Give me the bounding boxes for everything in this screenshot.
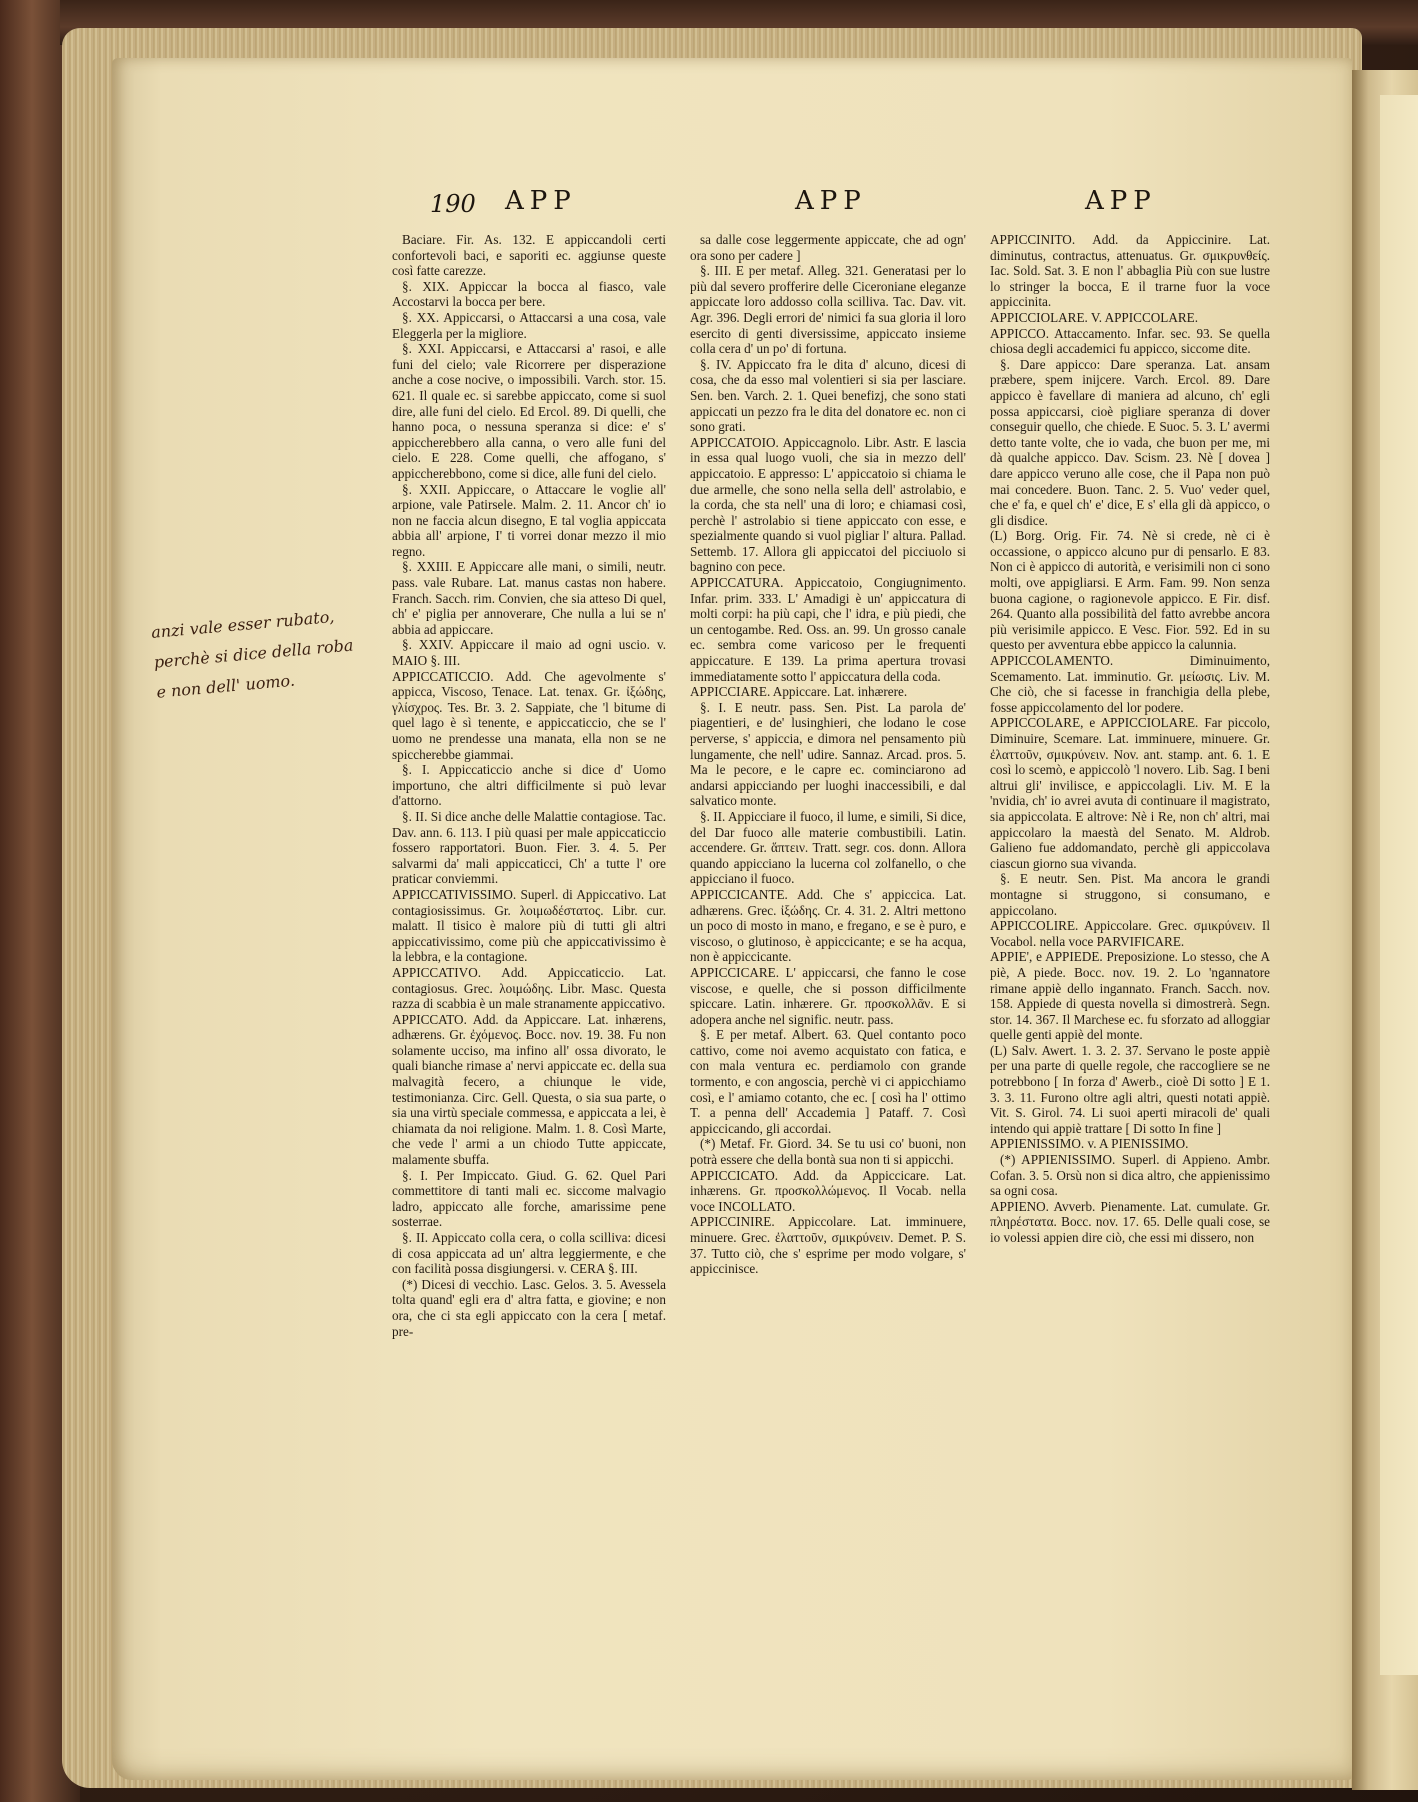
running-head-left: APP (505, 186, 577, 216)
dictionary-entry: (*) Dicesi di vecchio. Lasc. Gelos. 3. 5. Avessela tolta quand' egli era d' altra fatta, e giovine; e non ora, che ci sta egli appiccato con la cera [ metaf. pre- (392, 1276, 666, 1339)
dictionary-entry: §. E per metaf. Albert. 63. Quel contanto poco cattivo, come noi avemo acquistato con fatica, e con mala ventura ec. perdiamolo con grande tormento, e con angoscia, perchè vi ci appicchiamo così, e l' amiamo cotanto, che ec. [ così ha l' ottimo T. a penna dell' Accademia ] Pataff. 7. Così appiccicando, gli accordai. (690, 1027, 966, 1136)
dictionary-entry: APPICCINIRE. Appiccolare. Lat. imminuere, minuere. Grec. ἐλαττοῦν, σμικρύνειν. Demet. P. S. 37. Tutto ciò, che s' esprime per modo volgare, s' appiccinisce. (690, 1214, 966, 1277)
dictionary-entry: sa dalle cose leggermente appiccate, che ad ogn' ora sono per cadere ] (690, 232, 966, 263)
marginal-note-line: e non dell' uomo. (155, 670, 296, 702)
dictionary-entry: §. XX. Appiccarsi, o Attaccarsi a una cosa, vale Eleggerla per la migliore. (392, 309, 666, 341)
dictionary-entry: (L) Salv. Awert. 1. 3. 2. 37. Servano le poste appiè per una parte di quelle regole, che raccogliere se ne potrebbono [ In forza d' Awerb., cioè Di sotto ] E 1. 3. 3. 11. Furono oltre agli altri, questi notati appiè. Vit. S. Girol. 74. Li suoi aperti miracoli de' quali intendo qui appiè trattare [ Di sotto In fine ] (990, 1042, 1270, 1136)
dictionary-entry: APPIE', e APPIEDE. Preposizione. Lo stesso, che A piè, A piede. Bocc. nov. 19. 2. Lo 'ngannatore rimane appiè dello ingannato. Franch. Sacch. nov. 158. Appiede di questa novella si dimostrerà. Segn. stor. 14. 367. Il Marchese ec. fu sforzato ad alloggiar quelle genti appiè del monte. (990, 949, 1270, 1043)
dictionary-entry: APPICCO. Attaccamento. Infar. sec. 93. Se quella chiosa degli accademici fu appicco, siccome dite. (990, 325, 1270, 357)
text-column-2 (690, 232, 966, 1277)
dictionary-entry: §. XXII. Appiccare, o Attaccare le voglie all' arpione, vale Patirsele. Malm. 2. 11. Ancor ch' io non ne faccia alcun disegno, E tal voglia appiccata abbia all' arpione, I' ti vorrei donar mezzo il mio regno. (392, 481, 666, 559)
dictionary-entry: APPICCATURA. Appiccatoio, Congiugnimento. Infar. prim. 333. L' Amadigi è un' appiccatura di molti corpi: ha più capi, che l' idra, e più piedi, che un centogambe. Red. Oss. an. 99. Un grosso canale ec. sembra come varicoso per le frequenti appiccature. E 139. La prima apertura trovasi immediatamente sotto l' appiccatura della coda. (690, 575, 966, 684)
dictionary-entry: §. XIX. Appiccar la bocca al fiasco, vale Accostarvi la bocca per bere. (392, 278, 666, 310)
dictionary-entry: §. I. E neutr. pass. Sen. Pist. La parola de' piagentieri, e de' lusinghieri, che lodano le cose perverse, s' appiccia, e dimora nel pensamento più lungamente, che nell' udire. Sannaz. Arcad. pros. 5. Ma le pecore, e le capre ec. cominciarono ad andarsi appicciando per luoghi inaccessibili, e dal salvatico monte. (690, 699, 966, 809)
dictionary-entry: APPICCATIVO. Add. Appiccaticcio. Lat. contagiosus. Grec. λοιμώδης. Libr. Masc. Questa razza di scabbia è un male stranamente appiccativo. (392, 964, 666, 1012)
dictionary-entry: APPICCATICCIO. Add. Che agevolmente s' appicca, Viscoso, Tenace. Lat. tenax. Gr. ἰξώδης, γλίσχρος. Tes. Br. 3. 2. Sappiate, che 'l bitume di quel lago è sì tenente, e appiccaticcio, che se l' uomo ne prendesse una manata, ella non se ne spiccherebbe giammai. (392, 668, 666, 762)
dictionary-entry: §. II. Si dice anche delle Malattie contagiose. Tac. Dav. ann. 6. 113. I più quasi per male appiccaticcio fossero rapportatori. Buon. Fier. 3. 4. 5. Per salvarmi da' mali appiccaticci, Ch' a tutte l' ore praticar conviemmi. (392, 808, 666, 887)
running-head-right: APP (1085, 186, 1157, 216)
dictionary-entry: §. E neutr. Sen. Pist. Ma ancora le grandi montagne si struggono, si consumano, e appiccolano. (990, 871, 1270, 918)
dictionary-entry: §. Dare appicco: Dare speranza. Lat. ansam præbere, spem inijcere. Varch. Ercol. 89. Dare appicco è favellare di maniera ad alcuno, ch' egli possa appiccarsi, cioè pigliare speranza di dover conseguir quello, che chiede. E Suoc. 5. 3. L' avermi detto tante volte, che io vada, che buon per me, mi dà qualche appicco. Dav. Scism. 23. Nè [ dovea ] dare appicco veruno alle cose, che il Papa non può mai concedere. Buon. Tanc. 2. 5. Vuo' veder quel, che e' fa, e quel ch' e' dice, E s' ella gli dà appicco, o gli disdice. (990, 356, 1270, 528)
dictionary-entry: APPICCIOLARE. V. APPICCOLARE. (990, 309, 1198, 325)
text-column-3 (990, 232, 1270, 1246)
dictionary-entry: APPICCIARE. Appiccare. Lat. inhærere. (690, 684, 908, 700)
dictionary-entry: APPICCOLARE, e APPICCIOLARE. Far piccolo, Diminuire, Scemare. Lat. imminuere, minuere. Gr. ἐλαττοῦν, σμικρύνειν. Nov. ant. stamp. ant. 6. 1. E così lo scemò, e appiccolò 'l novero. Lib. Sag. I beni altrui gli' invilisce, e appiccolagli. Liv. M. E la 'nvidia, ch' io avrei avuta di continuare il magistrato, sia appiccolata. E altrove: Nè i Re, non ch' altri, mai appiccolaro la maestà del Senato. M. Aldrob. Galieno fue addomandato, perchè gli appiccolava ciascun giorno sua vivanda. (990, 715, 1270, 871)
text-column-1 (392, 232, 666, 1339)
dictionary-entry: APPICCATOIO. Appiccagnolo. Libr. Astr. E lascia in essa qual luogo vuoli, che sia in mezzo dell' appiccatoio. E appresso: L' appiccatoio si chiama le due armelle, che sono nella sella dell' astrolabio, e la corda, che sta nell' una di loro; e chiamasi così, perchè l' astrolabio si tiene appiccato con esse, e spezialmente quando si vuol pigliar l' altura. Pallad. Settemb. 17. Allora gli appiccatoi del picciuolo si bagnino con pece. (690, 434, 966, 575)
dictionary-entry: §. XXIV. Appiccare il maio ad ogni uscio. v. MAIO §. III. (392, 637, 666, 669)
dictionary-entry: APPIENISSIMO. v. A PIENISSIMO. (990, 1136, 1189, 1152)
dictionary-entry: APPICCICANTE. Add. Che s' appiccica. Lat. adhærens. Grec. ἰξώδης. Cr. 4. 31. 2. Altri mettono un poco di mosto in mano, e fregano, e se è puro, e viscoso, o glutinoso, è appiccicante; e se ha acqua, non è appiccicante. (690, 886, 966, 965)
dictionary-entry: APPICCICATO. Add. da Appiccicare. Lat. inhærens. Gr. προσκολλώμενος. Il Vocab. nella voce INCOLLATO. (690, 1167, 966, 1214)
dictionary-entry: APPIENO. Avverb. Pienamente. Lat. cumulate. Gr. πληρέστατα. Bocc. nov. 17. 65. Delle quali cose, se io volessi appien dire ciò, che essi mi dissero, non (990, 1198, 1270, 1245)
dictionary-entry: APPICCATO. Add. da Appiccare. Lat. inhærens, adhærens. Gr. ἐχόμενος. Bocc. nov. 19. 38. Fu non solamente ucciso, ma infino all' ossa divorato, le quali bianche rimase a' nervi appiccate ec. della sua malvagità fecero, a chiunque le vide, testimonianza. Circ. Gell. Questa, o sia sua parte, o sia una virtù speciale commessa, e appiccata a lei, è chiamata da noi religione. Malm. 1. 8. Così Marte, che vede l' armi a un chiodo Tutte appiccate, malamente sbuffa. (392, 1011, 666, 1168)
page-number: 190 (430, 190, 476, 218)
dictionary-entry: (*) Metaf. Fr. Giord. 34. Se tu usi co' buoni, non potrà essere che della bontà sua non ti si appicchi. (690, 1136, 966, 1168)
dictionary-entry: APPICCINITO. Add. da Appiccinire. Lat. diminutus, contractus, attenuatus. Gr. σμικρυνθείς. Iac. Sold. Sat. 3. E non l' abbaglia Più con sue lustre lo stringer la bocca, E il trarne fuor la voce appiccinita. (990, 232, 1270, 310)
marginal-note-line: perchè si dice della roba (153, 635, 355, 672)
dictionary-entry: §. II. Appicciare il fuoco, il lume, e simili, Si dice, del Dar fuoco alle materie combustibili. Latin. accendere. Gr. ἅπτειν. Tratt. segr. cos. donn. Allora quando appicciano la lucerna col zolfanello, o che appicciano il fuoco. (690, 808, 966, 887)
dictionary-entry: Baciare. Fir. As. 132. E appiccandoli certi confortevoli baci, e saporiti ec. aggiunse queste così fatte carezze. (392, 232, 666, 279)
running-head-center: APP (795, 186, 867, 216)
dictionary-entry: (L) Borg. Orig. Fir. 74. Nè si crede, nè ci è occassione, o appicco alcuno pur di pensarlo. E 83. Non ci è appicco di autorità, e verisimili non ci sono molti, ove appigliarsi. E Arm. Fam. 99. Non senza buona cagione, o ragionevole appicco. E Fir. disf. 264. Quanto alla possibilità del fatto avrebbe ancora più verisimile appicco. E Vesc. Fior. 592. Ed in su questo per avventura ebbe appicco la calunnia. (990, 528, 1270, 653)
dictionary-entry: §. I. Appiccaticcio anche si dice d' Uomo importuno, che altri difficilmente si può levar d'attorno. (392, 762, 666, 809)
dictionary-entry: APPICCOLAMENTO. Diminuimento, Scemamento. Lat. imminutio. Gr. μείωσις. Liv. M. Che ciò, che si facesse in franchigia della plebe, fosse appiccolamento del lor podere. (990, 653, 1270, 715)
dictionary-entry: APPICCATIVISSIMO. Superl. di Appiccativo. Lat contagiosissimus. Gr. λοιμωδέστατος. Libr. cur. malatt. Il tisico è malore più di tutti gli altri appiccativissimo, come più che appiccativissimo è la lebbra, e la contagione. (392, 886, 666, 965)
dictionary-entry: §. XXIII. E Appiccare alle mani, o simili, neutr. pass. vale Rubare. Lat. manus castas non habere. Franch. Sacch. rim. Convien, che sia atteso Di quel, ch' e' piglia per annoverare, Che nulla a lui se n' abbia ad appiccare. (392, 559, 666, 637)
facing-page-edge (1380, 95, 1418, 1675)
dictionary-entry: APPICCICARE. L' appiccarsi, che fanno le cose viscose, e quelle, che si posson difficilmente spiccare. Latin. inhærere. Gr. προσκολλᾶν. E si adopera anche nel signific. neutr. pass. (690, 964, 966, 1027)
marginal-note-line: anzi vale esser rubato, (150, 606, 336, 642)
dictionary-entry: §. III. E per metaf. Alleg. 321. Generatasi per lo più dal severo profferire delle Ciceroniane eleganze appiccate loro addosso colla scilliva. Tac. Dav. vit. Agr. 396. Degli errori de' nimici fa sua gloria il loro esercito di genti diversissime, appiccato insieme colla cera d' un po' di fortuna. (690, 263, 966, 357)
dictionary-entry: APPICCOLIRE. Appiccolare. Grec. σμικρύνειν. Il Vocabol. nella voce PARVIFICARE. (990, 918, 1270, 949)
dictionary-entry: §. II. Appiccato colla cera, o colla scilliva: dicesi di cosa appiccata ad un' altra leggiermente, e che con facilità possa disgiungersi. v. CERA §. III. (392, 1230, 666, 1277)
dictionary-entry: §. I. Per Impiccato. Giud. G. 62. Quel Pari commettitore di tanti mali ec. siccome malvagio ladro, appiccato alle forche, amarissime pene sosterrae. (392, 1167, 666, 1230)
dictionary-entry: §. XXI. Appiccarsi, e Attaccarsi a' rasoi, e alle funi del cielo; vale Ricorrere per disperazione anche a cose nocive, o impossibili. Varch. stor. 15. 621. Il quale ec. si sarebbe appiccato, come si suol dire, alle funi del cielo. Ed Ercol. 89. Di quelli, che hanno poca, o nessuna speranza si dice: e' s' appiccherebbero alla canna, o vero alle funi del cielo. E 228. Come quelli, che affogano, s' appiccherebbono, come si dice, alle funi del cielo. (392, 341, 666, 481)
dictionary-entry: §. IV. Appiccato fra le dita d' alcuno, dicesi di cosa, che da esso mal volentieri si sia per lasciare. Sen. ben. Varch. 2. 1. Quei benefizj, che sono stati appiccati un pezzo fra le dita del donatore ec. non ci sono grati. (690, 356, 966, 435)
dictionary-entry: (*) APPIENISSIMO. Superl. di Appieno. Ambr. Cofan. 3. 5. Orsù non si dica altro, che appienissimo sa ogni cosa. (990, 1152, 1270, 1199)
